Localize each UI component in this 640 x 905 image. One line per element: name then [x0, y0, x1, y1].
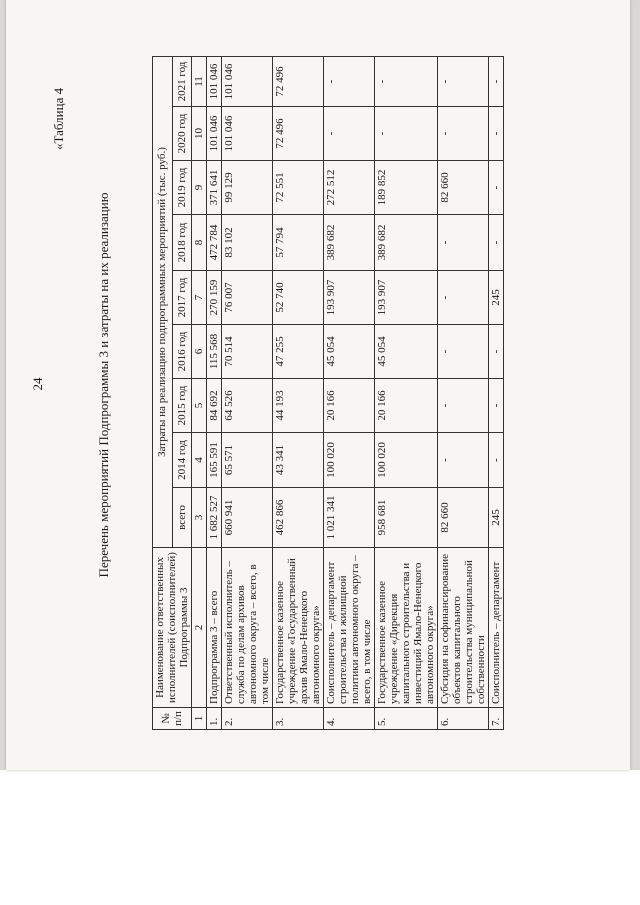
header-year: 2016 год [172, 325, 192, 379]
value-cell: 100 020 [324, 433, 375, 488]
page-number: 24 [30, 377, 45, 391]
value-cell: 20 166 [324, 379, 375, 433]
column-number: 5 [192, 379, 207, 433]
header-year: 2017 год [172, 271, 192, 325]
header-year: 2014 год [172, 433, 192, 488]
value-cell: 57 794 [273, 215, 324, 271]
value-cell: 101 046 [207, 57, 222, 107]
column-number: 6 [192, 325, 207, 379]
header-year: 2021 год [172, 57, 192, 107]
header-year: 2018 год [172, 215, 192, 271]
column-number: 2 [192, 548, 207, 708]
column-number: 7 [192, 271, 207, 325]
value-cell: 84 692 [207, 379, 222, 433]
value-cell: 99 129 [222, 161, 273, 215]
value-cell: 1 682 527 [207, 488, 222, 548]
header-name: Наименование ответственных исполнителей (соисполнителей) Подпрограммы 3 [153, 548, 192, 708]
row-name: Подпрограмма 3 – всего [207, 548, 222, 708]
document-page [6, 0, 630, 770]
value-cell: 45 054 [324, 325, 375, 379]
value-cell: - [489, 325, 504, 379]
value-cell: 193 907 [324, 271, 375, 325]
table-row [489, 57, 504, 730]
column-number: 9 [192, 161, 207, 215]
value-cell: 44 193 [273, 379, 324, 433]
rotated-page-content [6, 0, 630, 770]
row-number: 4. [324, 708, 375, 730]
value-cell: 371 641 [207, 161, 222, 215]
value-cell: 65 571 [222, 433, 273, 488]
value-cell: 82 660 [438, 161, 489, 215]
value-cell: - [438, 379, 489, 433]
value-cell: - [438, 325, 489, 379]
row-name: Ответственный исполнитель – служба по делам архивов автономного округа – всего, в том числе [222, 548, 273, 708]
value-cell: - [324, 57, 375, 107]
value-cell: 165 591 [207, 433, 222, 488]
value-cell: 189 852 [375, 161, 438, 215]
row-name: Государственное казенное учреждение «Государственный архив Ямало-Ненецкого автономного округа» [273, 548, 324, 708]
value-cell: 101 046 [207, 107, 222, 161]
header-row-1 [153, 57, 173, 730]
value-cell: - [489, 215, 504, 271]
value-cell: - [489, 57, 504, 107]
value-cell: 72 551 [273, 161, 324, 215]
header-num: № п/п [153, 708, 192, 730]
value-cell: 245 [489, 488, 504, 548]
value-cell: - [438, 433, 489, 488]
value-cell: 76 007 [222, 271, 273, 325]
value-cell: 270 159 [207, 271, 222, 325]
row-name: Государственное казенное учреждение «Дирекция капитального строительства и инвестиций Ямало-Ненецкого автономного округа» [375, 548, 438, 708]
value-cell: 272 512 [324, 161, 375, 215]
row-name: Соисполнитель – департамент [489, 548, 504, 708]
header-year: 2019 год [172, 161, 192, 215]
row-number: 3. [273, 708, 324, 730]
table-row [438, 57, 489, 730]
value-cell: 660 941 [222, 488, 273, 548]
value-cell: - [438, 57, 489, 107]
row-number: 6. [438, 708, 489, 730]
row-name: Соисполнитель – департамент строительства и жилищной политики автономного округа – всего, в том числе [324, 548, 375, 708]
value-cell: 389 682 [324, 215, 375, 271]
column-number: 10 [192, 107, 207, 161]
value-cell: - [324, 107, 375, 161]
column-number: 8 [192, 215, 207, 271]
table-row [222, 57, 273, 730]
header-year: 2020 год [172, 107, 192, 161]
value-cell: 47 255 [273, 325, 324, 379]
value-cell: 101 046 [222, 107, 273, 161]
value-cell: - [438, 107, 489, 161]
value-cell: 472 784 [207, 215, 222, 271]
value-cell: 20 166 [375, 379, 438, 433]
value-cell: 72 496 [273, 107, 324, 161]
row-number: 1. [207, 708, 222, 730]
value-cell: - [489, 379, 504, 433]
row-name: Субсидия на софинансирование объектов капитального строительства муниципальной собственности [438, 548, 489, 708]
value-cell: 70 514 [222, 325, 273, 379]
column-number: 11 [192, 57, 207, 107]
costs-table [152, 56, 504, 730]
value-cell: 52 740 [273, 271, 324, 325]
table-row [375, 57, 438, 730]
column-number-row [192, 57, 207, 730]
column-number: 3 [192, 488, 207, 548]
value-cell: - [375, 57, 438, 107]
value-cell: 193 907 [375, 271, 438, 325]
value-cell: - [375, 107, 438, 161]
row-number: 7. [489, 708, 504, 730]
table-row [324, 57, 375, 730]
column-number: 4 [192, 433, 207, 488]
value-cell: 958 681 [375, 488, 438, 548]
row-number: 5. [375, 708, 438, 730]
value-cell: 101 046 [222, 57, 273, 107]
header-costs: Затраты на реализацию подпрограммных мероприятий (тыс. руб.) [153, 57, 173, 548]
page-title: Перечень мероприятий Подпрограммы 3 и затраты на их реализацию [96, 192, 111, 578]
value-cell: 1 021 341 [324, 488, 375, 548]
value-cell: 64 526 [222, 379, 273, 433]
table-row [207, 57, 222, 730]
row-number: 2. [222, 708, 273, 730]
table-row [273, 57, 324, 730]
value-cell: 115 568 [207, 325, 222, 379]
value-cell: 43 341 [273, 433, 324, 488]
value-cell: 72 496 [273, 57, 324, 107]
value-cell: 82 660 [438, 488, 489, 548]
value-cell: - [489, 107, 504, 161]
value-cell: 245 [489, 271, 504, 325]
value-cell: - [489, 161, 504, 215]
value-cell: - [438, 215, 489, 271]
value-cell: 389 682 [375, 215, 438, 271]
value-cell: 462 866 [273, 488, 324, 548]
value-cell: - [438, 271, 489, 325]
value-cell: 45 054 [375, 325, 438, 379]
column-number: 1 [192, 708, 207, 730]
header-total: всего [172, 488, 192, 548]
table-reference: «Таблица 4 [51, 87, 66, 150]
value-cell: 83 102 [222, 215, 273, 271]
value-cell: - [489, 433, 504, 488]
header-year: 2015 год [172, 379, 192, 433]
value-cell: 100 020 [375, 433, 438, 488]
